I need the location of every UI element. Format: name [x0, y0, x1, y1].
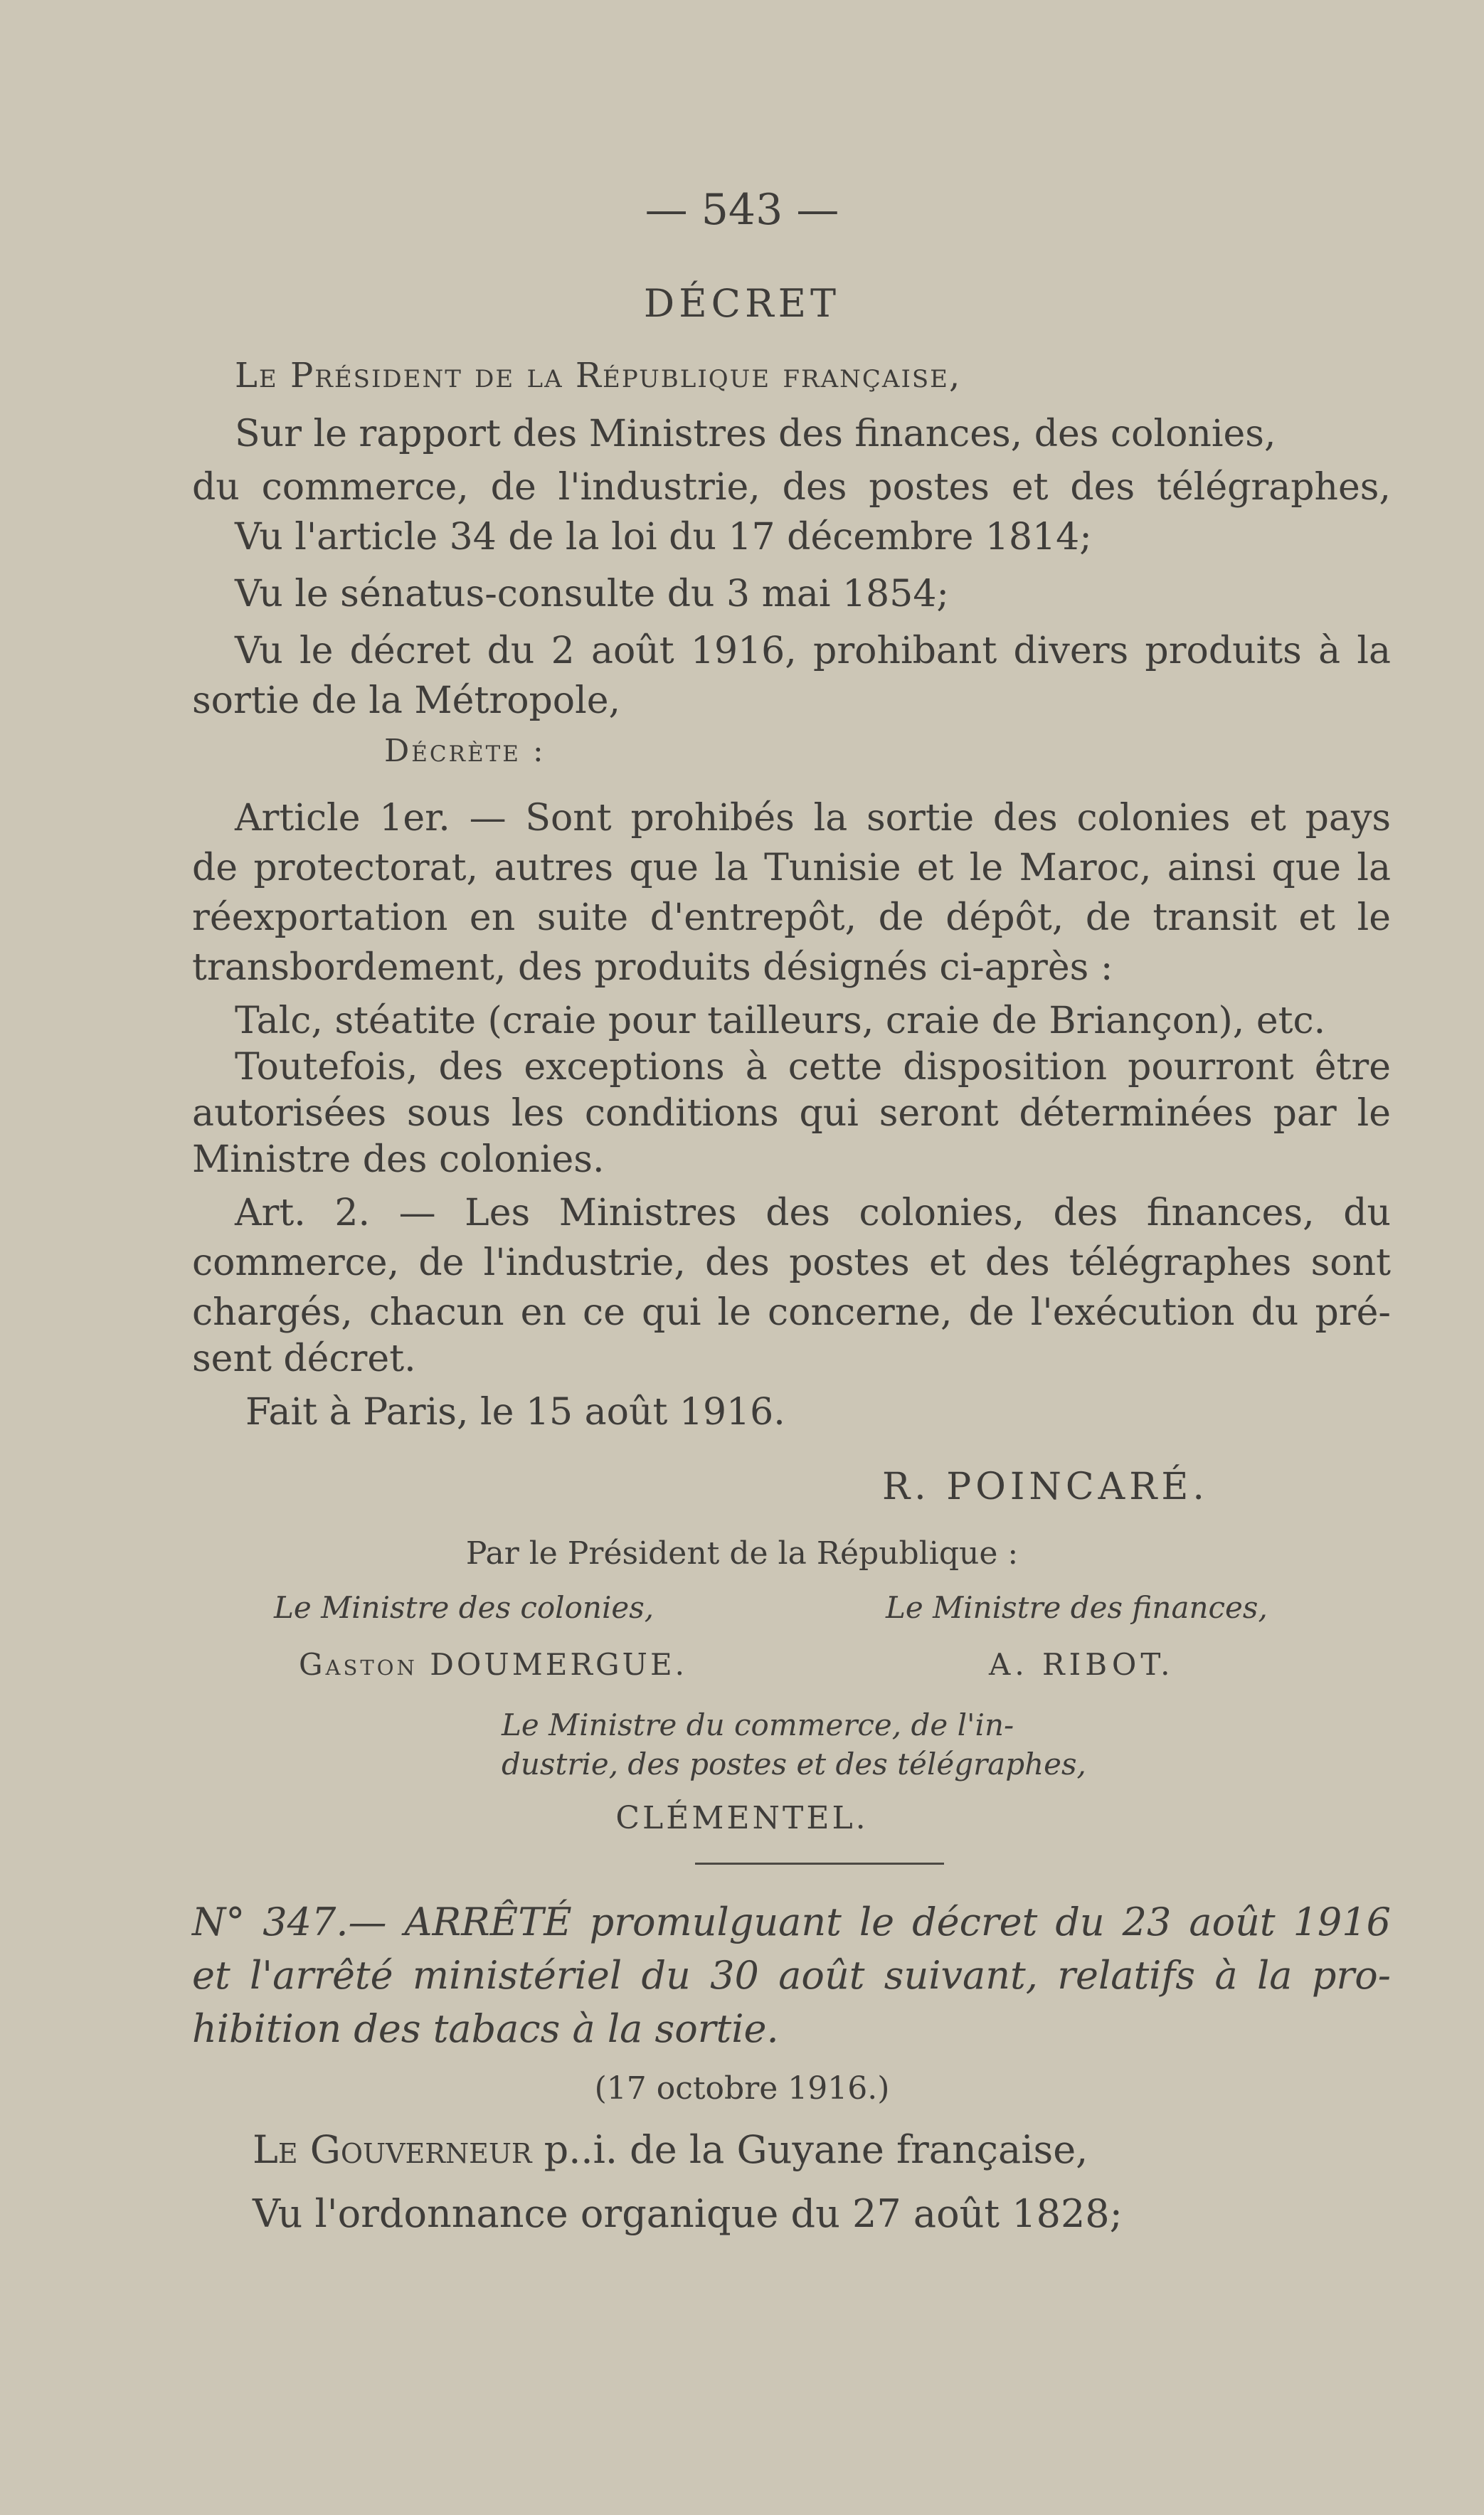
article-line: commerce, de l'industrie, des postes et des télégraphes sont	[192, 1241, 1391, 1284]
article-line: Article 1er. — Sont prohibés la sortie des colonies et pays	[235, 797, 1391, 840]
article-line: sent décret.	[192, 1338, 416, 1380]
president-signature: R. POINCARÉ.	[882, 1466, 1209, 1508]
ordonnance-line: Vu l'ordonnance organique du 27 août 1828;	[253, 2191, 1123, 2236]
visa-line: sortie de la Métropole,	[192, 679, 621, 722]
president-heading: Le Président de la République française,	[235, 356, 962, 396]
minister-name-finances: A. RIBOT.	[989, 1647, 1175, 1682]
visa-line: Vu le sénatus-consulte du 3 mai 1854;	[235, 573, 949, 615]
visa-line: du commerce, de l'industrie, des postes et des télégraphes,	[192, 466, 1391, 509]
minister-name-colonies: Gaston DOUMERGUE.	[299, 1647, 687, 1682]
arrete-heading-line: et l'arrêté ministériel du 30 août suivant, relatifs à la pro-	[192, 1953, 1391, 1998]
visa-line: Vu le décret du 2 août 1916, prohibant divers produits à la	[235, 630, 1391, 672]
article-line: transbordement, des produits désignés ci-après :	[192, 946, 1113, 989]
minister-title-commerce: dustrie, des postes et des télégraphes,	[502, 1747, 1086, 1781]
date-place-line: Fait à Paris, le 15 août 1916.	[245, 1391, 785, 1434]
article-line: autorisées sous les conditions qui seront déterminées par le	[192, 1092, 1391, 1135]
gouverneur-line	[253, 2127, 1088, 2172]
minister-title-finances: Le Ministre des finances,	[886, 1590, 1268, 1625]
minister-name-commerce: CLÉMENTEL.	[615, 1800, 869, 1836]
arrete-heading-line: hibition des tabacs à la sortie.	[192, 2006, 779, 2051]
article-line: Art. 2. — Les Ministres des colonies, des finances, du	[235, 1192, 1391, 1234]
article-line: Ministre des colonies.	[192, 1138, 605, 1181]
decree-title: DÉCRET	[643, 281, 841, 326]
countersign-heading: Par le Président de la République :	[465, 1535, 1019, 1572]
visa-line: Sur le rapport des Ministres des finances, des colonies,	[235, 413, 1276, 455]
article-line: réexportation en suite d'entrepôt, de dépôt, de transit et le	[192, 896, 1391, 939]
arrete-date: (17 octobre 1916.)	[594, 2070, 890, 2107]
gouverneur-rest: p..i. de la Guyane française,	[531, 2127, 1088, 2172]
visa-line: Vu l'article 34 de la loi du 17 décembre 1814;	[235, 516, 1092, 558]
gouverneur-label: Le Gouverneur	[253, 2127, 532, 2172]
article-line: Talc, stéatite (craie pour tailleurs, craie de Briançon), etc.	[235, 1000, 1326, 1042]
arrete-heading-line: N° 347.— ARRÊTÉ promulguant le décret du 23 août 1916	[192, 1900, 1391, 1944]
decrete-heading: Décrète :	[384, 733, 546, 769]
minister-title-colonies: Le Ministre des colonies,	[274, 1590, 654, 1625]
article-line: de protectorat, autres que la Tunisie et le Maroc, ainsi que la	[192, 847, 1391, 889]
article-line: Toutefois, des exceptions à cette disposition pourront être	[235, 1046, 1391, 1089]
article-line: chargés, chacun en ce qui le concerne, de l'exécution du pré-	[192, 1291, 1391, 1334]
minister-title-commerce: Le Ministre du commerce, de l'in-	[502, 1707, 1014, 1742]
section-divider	[695, 1863, 944, 1865]
page-number: — 543 —	[645, 185, 839, 235]
